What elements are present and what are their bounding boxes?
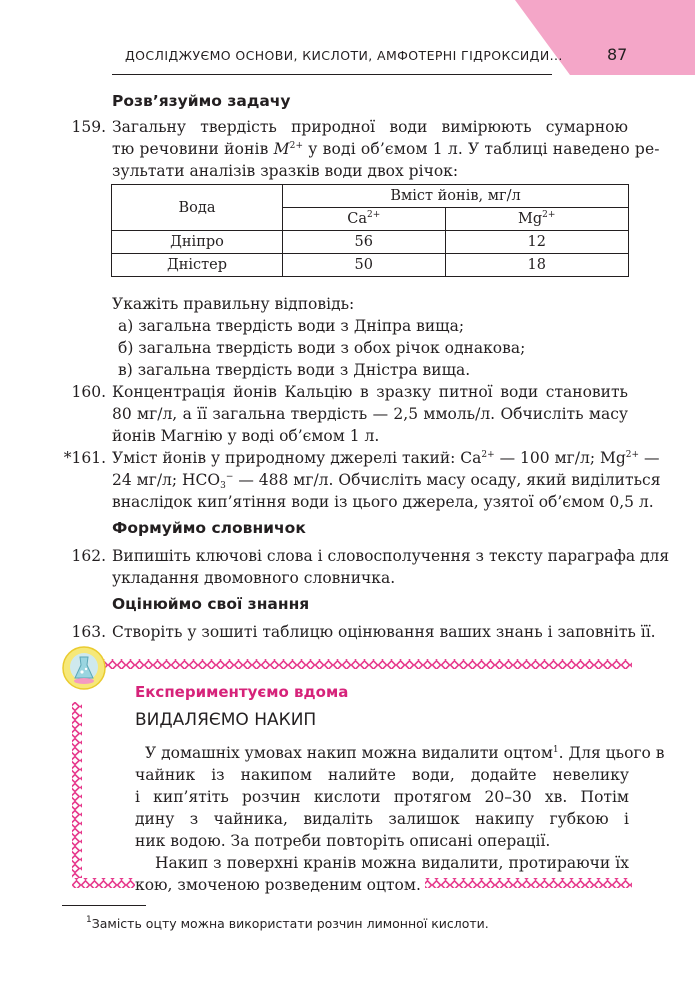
task-160-line-2: 80 мг/л, а її загальна твердість — 2,5 ммоль/л. Обчисліть масу — [112, 405, 628, 423]
table-header-mg: $Mg^{2+}$ — [445, 208, 629, 231]
task-159-line-1: Загальну твердість природної води вимірюють сумарною — [112, 118, 628, 136]
task-161-line-1: Уміст йонів у природному джерелі такий: $Ca^{2+}$ — 100 мг/л; $Mg^{2+}$ — — [112, 449, 660, 467]
task-161-line-2: 24 мг/л; $HCO_3^-$ — 488 мг/л. Обчисліть масу осаду, який виділиться — [112, 471, 661, 491]
table-header-ions: Вміст йонів, мг/л — [283, 185, 629, 208]
experiment-p1-line-5: ник водою. За потреби повторіть описані операції. — [135, 832, 551, 850]
task-162-line-2: укладання двомовного словничка. — [112, 569, 396, 587]
experiment-p1-line-1: У домашніх умовах накип можна видалити оцтом$^1$. Для цього в — [145, 744, 665, 762]
table-cell-river: Дніпро — [112, 231, 283, 254]
experiment-p2-line-2: кою, змоченою розведеним оцтом. — [135, 874, 425, 896]
experiment-p1-line-3: і кип’ятіть розчин кислоти протягом 20–30 хв. Потім — [135, 788, 629, 806]
section-heading-evaluate: Оцінюймо свої знання — [112, 595, 310, 613]
experiment-title: ВИДАЛЯЄМО НАКИП — [135, 710, 317, 730]
task-162-line-1: Випишіть ключові слова і словосполучення з тексту параграфа для — [112, 547, 670, 565]
task-number-159: 159. — [71, 118, 106, 136]
table-header-water: Вода — [112, 185, 283, 231]
task-number-161: *161. — [63, 449, 106, 467]
answer-option: а) загальна твердість води з Дніпра вища; — [118, 317, 465, 335]
task-159-line-2: тю речовини йонів $M^{2+}$ у воді об’ємом 1 л. У таблиці наведено ре- — [112, 140, 660, 158]
section-heading-solve: Розв’язуймо задачу — [112, 92, 291, 110]
answer-option: б) загальна твердість води з обох річок однакова; — [118, 339, 526, 357]
footnote-rule — [62, 905, 146, 906]
flask-icon — [61, 645, 107, 691]
experiment-p2-line-1: Накип з поверхні кранів можна видалити, протираючи їх — [155, 854, 629, 872]
running-header: ДОСЛІДЖУЄМО ОСНОВИ, КИСЛОТИ, АМФОТЕРНІ ГІДРОКСИДИ... — [125, 48, 563, 63]
table-cell-mg: 18 — [445, 254, 629, 277]
section-heading-glossary: Формуймо словничок — [112, 519, 306, 537]
page-number: 87 — [607, 45, 628, 64]
task-number-163: 163. — [71, 623, 106, 641]
table-cell-mg: 12 — [445, 231, 629, 254]
experiment-p1-line-4: дину з чайника, видаліть залишок накипу губкою і — [135, 810, 629, 828]
task-160-line-1: Концентрація йонів Кальцію в зразку питної води становить — [112, 383, 628, 401]
task-161-line-3: внаслідок кип’ятіння води із цього джерела, узятої об’ємом 0,5 л. — [112, 493, 654, 511]
table-header-ca: $Ca^{2+}$ — [283, 208, 446, 231]
experiment-p1-line-2: чайник із накипом налийте води, додайте невелику — [135, 766, 629, 784]
answer-option: в) загальна твердість води з Дністра вища. — [118, 361, 471, 379]
task-163-line-1: Створіть у зошиті таблицю оцінювання ваших знань і заповніть її. — [112, 623, 656, 641]
task-160-line-3: йонів Магнію у воді об’ємом 1 л. — [112, 427, 380, 445]
table-cell-river: Дністер — [112, 254, 283, 277]
table-cell-ca: 56 — [283, 231, 446, 254]
task-159-prompt: Укажіть правильну відповідь: — [112, 295, 355, 313]
task-159-line-3: зультати аналізів зразків води двох річок: — [112, 162, 459, 180]
task-number-160: 160. — [71, 383, 106, 401]
task-number-162: 162. — [71, 547, 106, 565]
table-cell-ca: 50 — [283, 254, 446, 277]
footnote: $^1$Замість оцту можна використати розчин лимонної кислоти. — [86, 915, 489, 931]
experiment-label: Експериментуємо вдома — [135, 683, 349, 701]
